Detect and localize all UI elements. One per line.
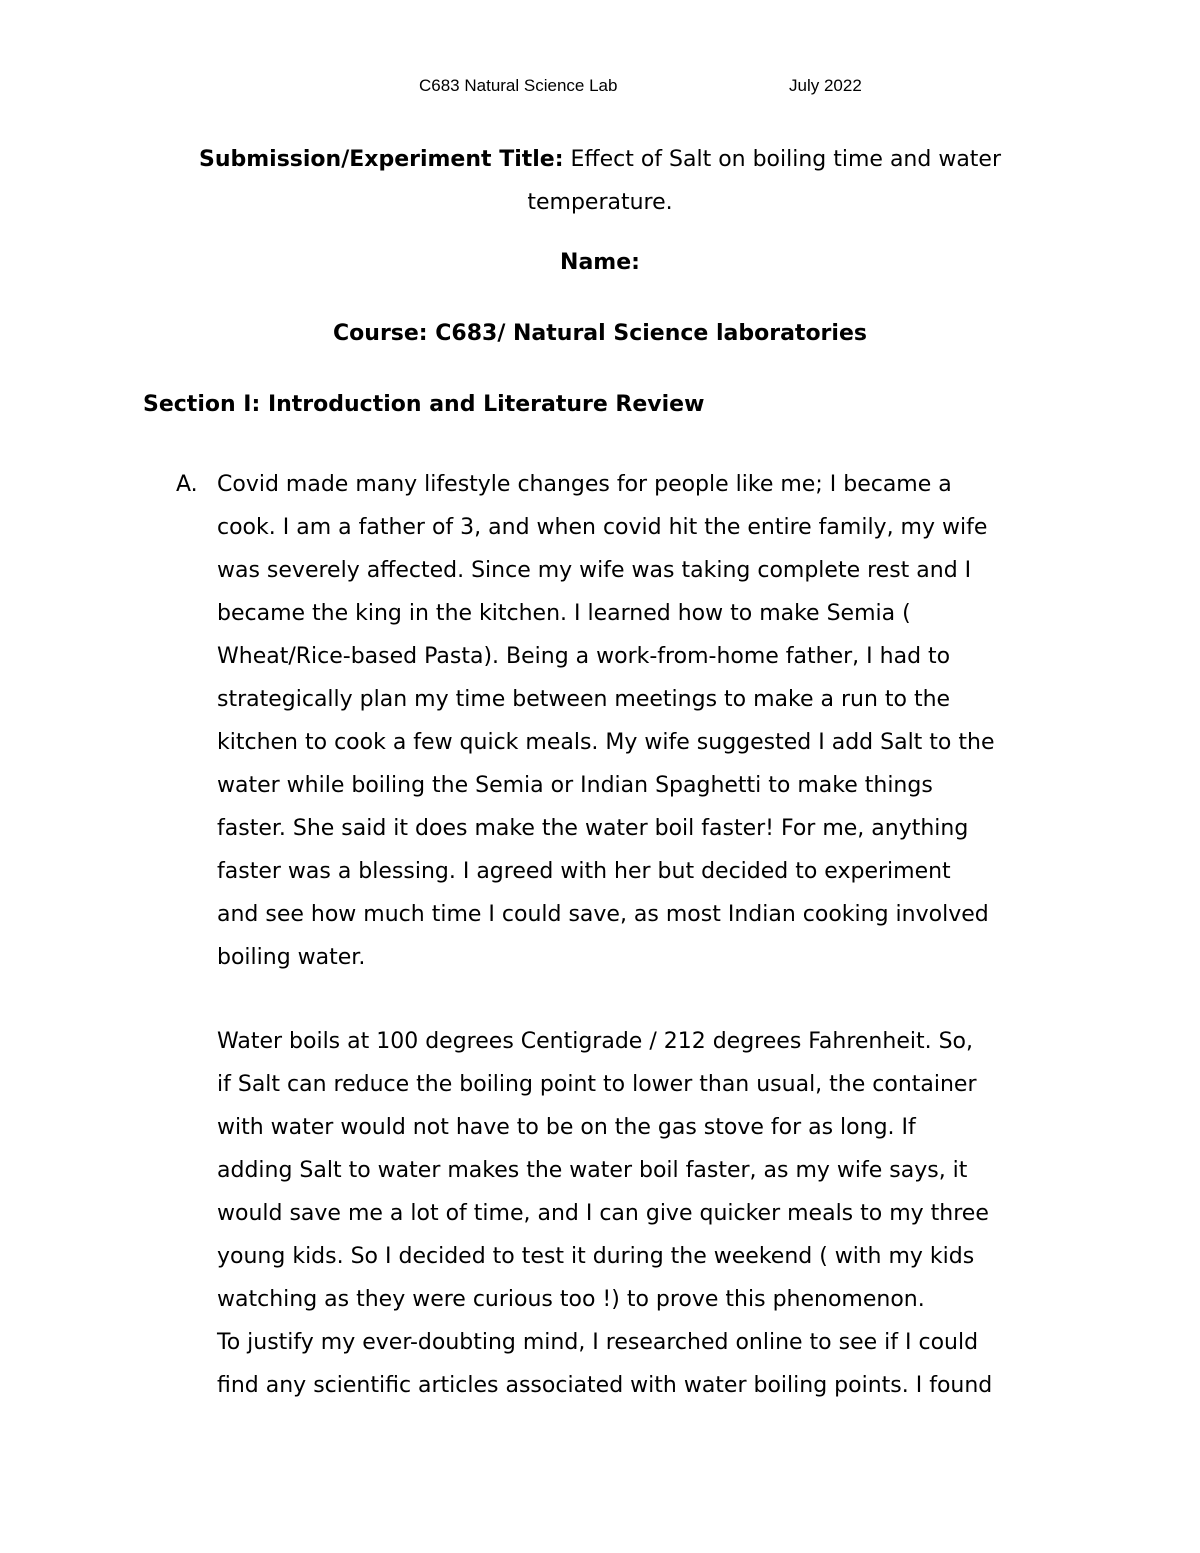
- section-heading: Section I: Introduction and Literature Review: [143, 392, 705, 417]
- paragraph-line: find any scientific articles associated with water boiling points. I found: [217, 1373, 993, 1398]
- paragraph-line: Water boils at 100 degrees Centigrade / 212 degrees Fahrenheit. So,: [217, 1029, 973, 1054]
- paragraph-line: strategically plan my time between meetings to make a run to the: [217, 687, 951, 712]
- header-course: C683 Natural Science Lab: [419, 76, 618, 95]
- paragraph-line: To justify my ever-doubting mind, I researched online to see if I could: [217, 1330, 979, 1355]
- paragraph-line: and see how much time I could save, as most Indian cooking involved: [217, 902, 989, 927]
- paragraph-line: kitchen to cook a few quick meals. My wife suggested I add Salt to the: [217, 730, 995, 755]
- paragraph-line: Wheat/Rice-based Pasta). Being a work-from-home father, I had to: [217, 644, 951, 669]
- page-header: [0, 72, 1200, 102]
- name-label: Name:: [560, 250, 640, 275]
- paragraph-line: watching as they were curious too !) to prove this phenomenon.: [217, 1287, 925, 1312]
- paragraph-line: with water would not have to be on the gas stove for as long. If: [217, 1115, 916, 1140]
- paragraph-2: [217, 1020, 1067, 1407]
- paragraph-line: boiling water.: [217, 945, 366, 970]
- paragraph-1: [217, 463, 1067, 979]
- paragraph-line: was severely affected. Since my wife was taking complete rest and I: [217, 558, 972, 583]
- paragraph-line: became the king in the kitchen. I learned how to make Semia (: [217, 601, 911, 626]
- paragraph-line: faster. She said it does make the water boil faster! For me, anything: [217, 816, 969, 841]
- list-marker: A.: [176, 472, 198, 497]
- course-line: Course: C683/ Natural Science laboratories: [333, 321, 867, 346]
- paragraph-line: young kids. So I decided to test it during the weekend ( with my kids: [217, 1244, 975, 1269]
- paragraph-line: Covid made many lifestyle changes for people like me; I became a: [217, 472, 952, 497]
- paragraph-line: faster was a blessing. I agreed with her but decided to experiment: [217, 859, 951, 884]
- header-date: July 2022: [789, 76, 862, 95]
- title-text-line2: temperature.: [527, 190, 673, 215]
- paragraph-line: would save me a lot of time, and I can give quicker meals to my three: [217, 1201, 989, 1226]
- paragraph-line: cook. I am a father of 3, and when covid hit the entire family, my wife: [217, 515, 988, 540]
- paragraph-line: if Salt can reduce the boiling point to lower than usual, the container: [217, 1072, 977, 1097]
- title-line-1: [140, 138, 1060, 181]
- paragraph-line: adding Salt to water makes the water boil faster, as my wife says, it: [217, 1158, 968, 1183]
- title-label: Submission/Experiment Title:: [198, 147, 564, 172]
- title-text-line1: Effect of Salt on boiling time and water: [563, 147, 1002, 172]
- paragraph-line: water while boiling the Semia or Indian Spaghetti to make things: [217, 773, 933, 798]
- submission-title: [140, 138, 1060, 224]
